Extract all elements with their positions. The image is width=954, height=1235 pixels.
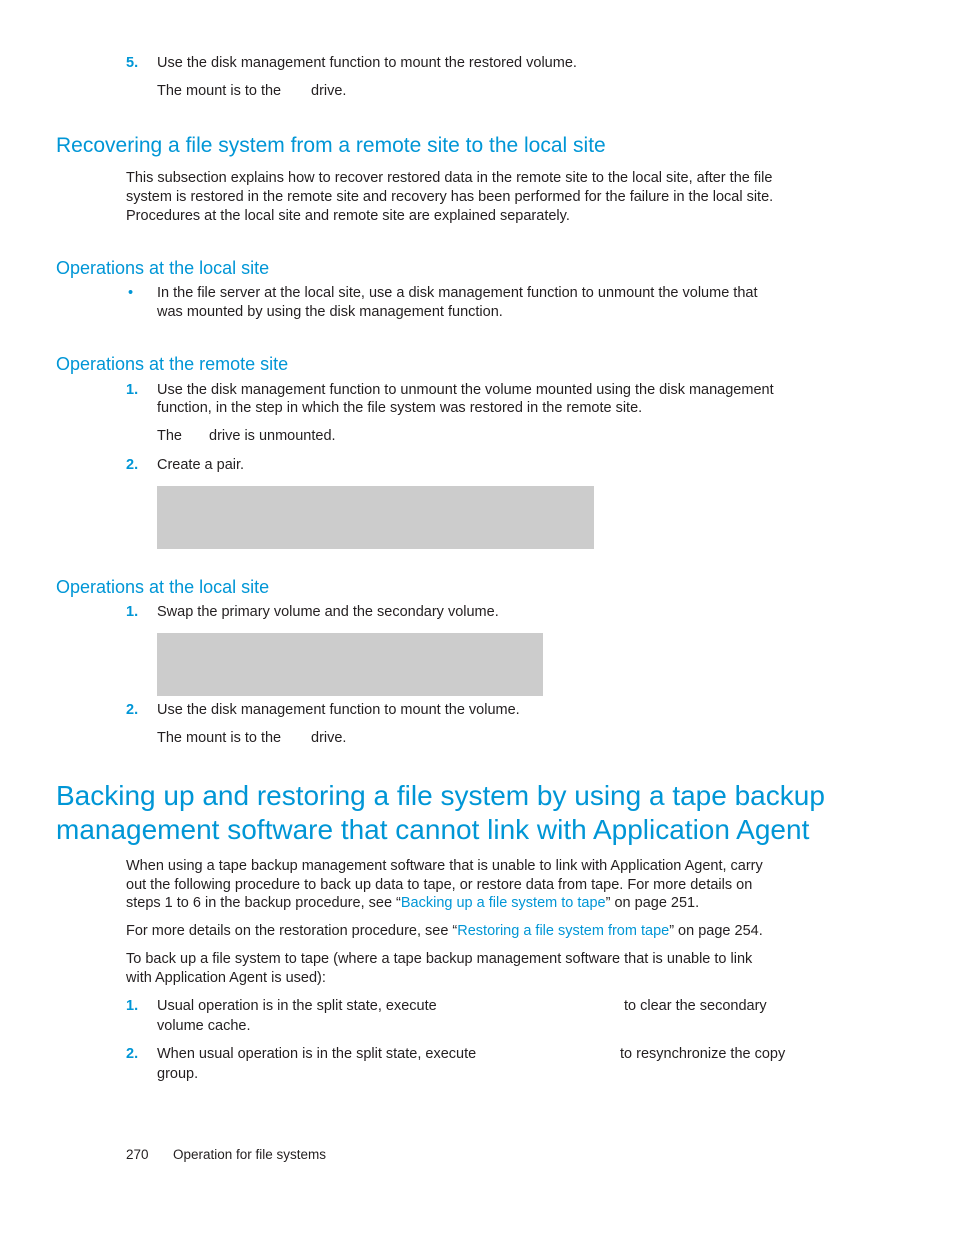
bullet-text-line: In the file server at the local site, use a disk management function to unmount the volume that — [157, 285, 758, 301]
step-text-a: When usual operation is in the split state, execute — [157, 1046, 477, 1062]
step-text-line: function, in the step in which the file system was restored in the remote site. — [157, 400, 643, 416]
step-number: 1. — [126, 998, 139, 1014]
subheading-remote-site: Operations at the remote site — [56, 354, 289, 374]
footer-title: Operation for file systems — [173, 1147, 327, 1162]
text-after-link: ” on page 254. — [669, 923, 763, 939]
subheading-local-site: Operations at the local site — [56, 258, 270, 278]
step-text-b: to resynchronize the copy — [620, 1046, 786, 1062]
section-heading-recover: Recovering a file system from a remote site to the local site — [56, 134, 606, 157]
step-text: Create a pair. — [157, 457, 245, 473]
subheading-local-site: Operations at the local site — [56, 577, 270, 597]
mount-note-a: The mount is to the — [157, 730, 282, 746]
recover-paragraph-line: This subsection explains how to recover restored data in the remote site to the local site, after the file — [126, 170, 773, 186]
step-text-c: group. — [157, 1066, 199, 1082]
tape-intro-line: To back up a file system to tape (where a tape backup management software that is unable to link — [126, 951, 753, 967]
step-number: 1. — [126, 604, 139, 620]
step-text-a: Usual operation is in the split state, execute — [157, 998, 437, 1014]
command-example-box — [157, 633, 543, 696]
text-before-link: For more details on the restoration procedure, see “ — [126, 923, 458, 939]
unmount-note-a: The — [157, 428, 182, 444]
page-number: 270 — [126, 1147, 149, 1162]
text-after-link: ” on page 251. — [605, 895, 700, 911]
tape-paragraph-line: out the following procedure to back up data to tape, or restore data from tape. For more details on — [126, 877, 753, 893]
step-text-line: Use the disk management function to unmount the volume mounted using the disk management — [157, 382, 774, 398]
recover-paragraph-line: Procedures at the local site and remote site are explained separately. — [126, 208, 570, 224]
mount-note-b: drive. — [311, 730, 347, 746]
mount-note-b: drive. — [311, 83, 347, 99]
backing-up-link[interactable]: Backing up a file system to tape — [400, 895, 606, 911]
step-text-b: to clear the secondary — [624, 998, 767, 1014]
step-text-c: volume cache. — [157, 1018, 251, 1034]
restoration-paragraph — [126, 922, 763, 941]
step-number: 2. — [126, 702, 139, 718]
step-number: 5. — [126, 55, 139, 71]
step-number: 2. — [126, 457, 139, 473]
step-text: Use the disk management function to mount the restored volume. — [157, 55, 577, 71]
restoring-link[interactable]: Restoring a file system from tape — [457, 923, 670, 939]
section-heading-tape-line: Backing up and restoring a file system by using a tape backup — [56, 780, 825, 811]
recover-paragraph-line: system is restored in the remote site and recovery has been performed for the failure in the local site. — [126, 189, 774, 205]
bullet-text-line: was mounted by using the disk management function. — [157, 304, 503, 320]
section-heading-tape-line: management software that cannot link with Application Agent — [56, 814, 810, 845]
tape-paragraph-line: When using a tape backup management software that is unable to link with Application Agent, carry — [126, 858, 763, 874]
unmount-note-b: drive is unmounted. — [209, 428, 336, 444]
tape-intro-line: with Application Agent is used): — [126, 970, 326, 986]
step-number: 1. — [126, 382, 139, 398]
text-before-link: steps 1 to 6 in the backup procedure, see “ — [126, 895, 401, 911]
bullet-marker: • — [128, 285, 134, 301]
step-text: Swap the primary volume and the secondary volume. — [157, 604, 499, 620]
mount-note-a: The mount is to the — [157, 83, 282, 99]
step-text: Use the disk management function to mount the volume. — [157, 702, 520, 718]
step-number: 2. — [126, 1046, 139, 1062]
command-example-box — [157, 486, 594, 549]
tape-paragraph-line — [126, 894, 699, 913]
